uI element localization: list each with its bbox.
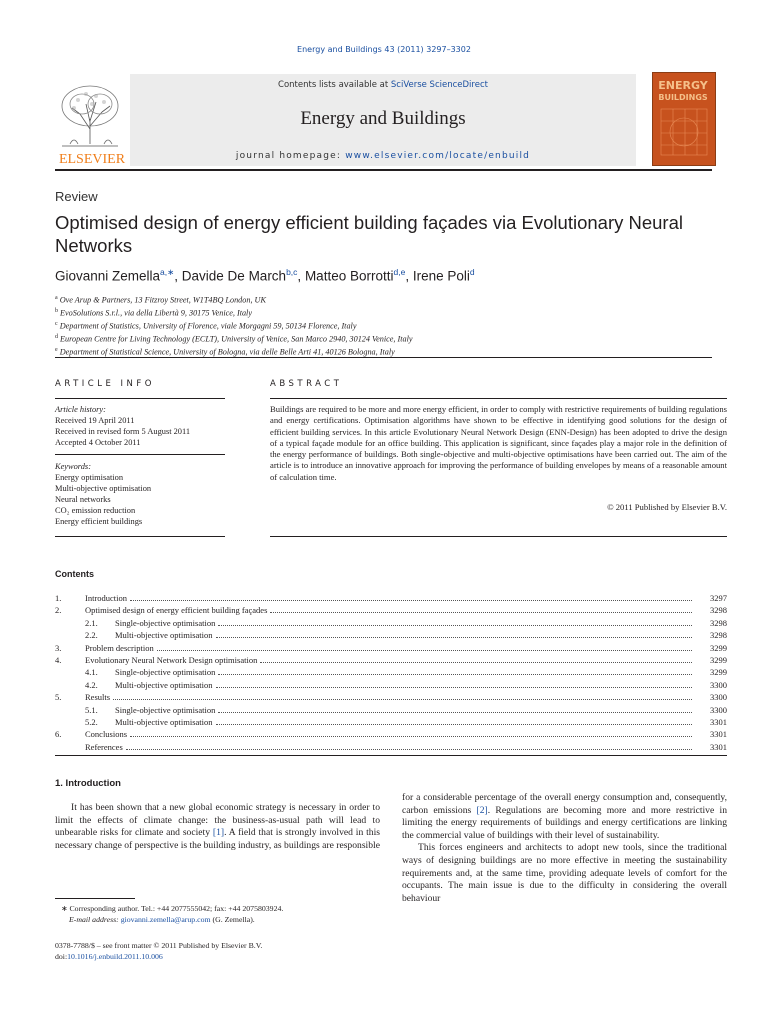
journal-citation: Energy and Buildings 43 (2011) 3297–3302: [297, 45, 471, 54]
intro-paragraph: for a considerable percentage of the overall energy consumption and, consequently, carbon emissions [2]. Regulations are becoming more and more restrictive in limiting the energy requirements of buildings and energy certifications are linking the commercial value of buildings with their level of sustainability.: [402, 792, 727, 841]
intro-paragraph: This forces engineers and architects to adopt new tools, since the traditional ways of designing buildings are no more effective in meeting the sustainability requirements and, at the same time, providing adequate levels of comfort for the occupants. The main issue is due to the difficulty in considering the overall behaviour: [402, 842, 727, 904]
intro-right-column: [402, 792, 727, 905]
issn-line: 0378-7788/$ – see front matter © 2011 Published by Elsevier B.V.: [55, 941, 263, 950]
keyword-item: Energy efficient buildings: [55, 517, 143, 526]
toc-number: 5.2.: [85, 716, 98, 727]
affiliation-item: $^c$ Department of Statistics, University of Florence, viale Morgagni 59, 50134 Florence, Italy: [55, 320, 357, 331]
toc-number: 5.: [55, 692, 62, 703]
history-label: Article history:: [55, 405, 106, 414]
intro-paragraph: It has been shown that a new global economic strategy is necessary in order to limit the effects of climate change: the business-as-usual path will lead to unbearable risks for climate and society [1]. A field that is strongly involved in this necessary change of perspective is the building industry, as buildings are responsible: [55, 802, 380, 851]
toc-leader-dots: [216, 717, 692, 725]
article-history: [55, 404, 225, 448]
toc-row[interactable]: [55, 667, 727, 679]
toc-leader-dots: [113, 692, 692, 700]
toc-leader-dots: [260, 655, 692, 663]
toc-title[interactable]: Single-objective optimisation: [115, 704, 216, 715]
intro-left-column: [55, 802, 380, 852]
introduction-heading: 1. Introduction: [55, 778, 121, 789]
toc-row[interactable]: [55, 717, 727, 729]
author-affil-marker[interactable]: d,e: [393, 267, 406, 277]
author-affil-marker[interactable]: d: [469, 267, 475, 277]
toc-number: 2.2.: [85, 630, 98, 641]
author-affil-marker[interactable]: a,∗: [160, 267, 175, 277]
toc-title[interactable]: Multi-objective optimisation: [115, 679, 213, 690]
toc-title[interactable]: References: [85, 741, 123, 752]
toc-page-number: 3300: [710, 692, 727, 703]
article-bottom-meta: [55, 940, 262, 962]
toc-row[interactable]: [55, 655, 727, 667]
article-type: Review: [55, 189, 98, 204]
toc-number: 6.: [55, 729, 62, 740]
contents-rule: [55, 755, 727, 756]
footnote-rule: [55, 898, 135, 899]
history-item: Received in revised form 5 August 2011: [55, 427, 191, 436]
toc-number: 2.: [55, 605, 62, 616]
toc-number: 4.2.: [85, 679, 98, 690]
toc-title[interactable]: Single-objective optimisation: [115, 667, 216, 678]
doi-line: doi:10.1016/j.enbuild.2011.10.006: [55, 952, 163, 961]
toc-title[interactable]: Problem description: [85, 642, 154, 653]
history-item: Accepted 4 October 2011: [55, 438, 141, 447]
toc-number: 2.1.: [85, 617, 98, 628]
toc-leader-dots: [218, 667, 692, 675]
email-note: E-mail address: giovanni.zemella@arup.com (G. Zemella).: [69, 914, 255, 924]
svg-text:ENERGY: ENERGY: [658, 79, 708, 92]
toc-page-number: 3300: [710, 704, 727, 715]
affiliation-item: $^d$ European Centre for Living Technology (ECLT), University of Venice, San Marco 2940, 30124 Venice, Italy: [55, 333, 413, 344]
author-name: Davide De March: [181, 268, 287, 284]
toc-leader-dots: [130, 593, 692, 601]
toc-leader-dots: [218, 618, 692, 626]
article-title: Optimised design of energy efficient building façades via Evolutionary Neural Networks: [55, 212, 683, 256]
svg-text:BUILDINGS: BUILDINGS: [658, 93, 708, 102]
footnote: [55, 904, 385, 926]
toc-page-number: 3300: [710, 679, 727, 690]
abstract-heading: ABSTRACT: [270, 379, 343, 389]
journal-cover-thumbnail: [652, 72, 716, 166]
affiliation-item: $^b$ EvoSolutions S.r.l., via della Libertà 9, 30175 Venice, Italy: [55, 307, 252, 318]
toc-leader-dots: [130, 729, 692, 737]
author-name: Matteo Borrotti: [304, 268, 394, 284]
toc-row[interactable]: [55, 729, 727, 741]
toc-page-number: 3297: [710, 593, 727, 603]
article-info-heading: ARTICLE INFO: [55, 379, 155, 389]
toc-number: 5.1.: [85, 704, 98, 715]
keywords-block: [55, 461, 225, 527]
author-name: Giovanni Zemella: [55, 268, 161, 284]
toc-row[interactable]: [55, 618, 727, 630]
elsevier-logo: [52, 74, 132, 166]
keyword-item: Multi-objective optimisation: [55, 484, 152, 493]
abstract-rule: [270, 398, 727, 399]
corresponding-author-note: ∗ Corresponding author. Tel.: +44 2077555042; fax: +44 2075803924.: [61, 904, 284, 913]
toc-leader-dots: [218, 705, 692, 713]
journal-title: Energy and Buildings: [300, 108, 466, 129]
toc-page-number: 3299: [710, 667, 727, 678]
toc-number: 1.: [55, 593, 62, 603]
toc-page-number: 3298: [710, 617, 727, 628]
toc-title[interactable]: Single-objective optimisation: [115, 617, 216, 628]
toc-row[interactable]: [55, 593, 727, 605]
keyword-item: CO₂ emission reduction: [55, 506, 136, 515]
toc-row[interactable]: [55, 705, 727, 717]
toc-row[interactable]: [55, 605, 727, 617]
affiliation-item: $^e$ Department of Statistical Science, University of Bologna, via delle Belle Arti 41, 40126 Bologna, Italy: [55, 346, 395, 357]
abstract-copyright: © 2011 Published by Elsevier B.V.: [607, 502, 727, 512]
toc-row[interactable]: [55, 742, 727, 754]
toc-title[interactable]: Multi-objective optimisation: [115, 630, 213, 641]
toc-page-number: 3301: [710, 741, 727, 752]
keyword-item: Energy optimisation: [55, 473, 124, 482]
toc-row[interactable]: [55, 643, 727, 655]
history-item: Received 19 April 2011: [55, 416, 135, 425]
contents-heading: Contents: [55, 569, 94, 579]
abstract-bottom-rule: [270, 536, 727, 537]
email-link[interactable]: giovanni.zemella@arup.com: [120, 914, 211, 924]
toc-leader-dots: [216, 680, 692, 688]
section-rule: [55, 357, 712, 358]
elsevier-tree-icon: [52, 74, 132, 166]
affiliation-item: $^a$ Ove Arup & Partners, 13 Fitzroy Street, W1T4BQ London, UK: [55, 295, 266, 305]
toc-number: 4.: [55, 654, 62, 665]
toc-page-number: 3301: [710, 729, 727, 740]
toc-leader-dots: [216, 630, 692, 638]
toc-page-number: 3298: [710, 630, 727, 641]
toc-row[interactable]: [55, 630, 727, 642]
toc-leader-dots: [270, 605, 692, 613]
toc-title[interactable]: Introduction: [85, 593, 128, 603]
header-rule: [55, 169, 712, 171]
sciencedirect-link[interactable]: SciVerse ScienceDirect: [390, 80, 488, 90]
toc-page-number: 3298: [710, 605, 727, 616]
keywords-label: Keywords:: [55, 462, 91, 471]
toc-number: 3.: [55, 642, 62, 653]
toc-page-number: 3301: [710, 716, 727, 727]
journal-homepage: [130, 151, 636, 161]
keywords-rule: [55, 454, 225, 455]
reference-link[interactable]: [1]: [212, 827, 225, 839]
doi-link[interactable]: 10.1016/j.enbuild.2011.10.006: [67, 952, 163, 961]
toc-page-number: 3299: [710, 642, 727, 653]
svg-text:ELSEVIER: ELSEVIER: [58, 152, 126, 166]
toc-number: 4.1.: [85, 667, 98, 678]
author-name: Irene Poli: [412, 268, 470, 284]
reference-link[interactable]: [2]: [476, 804, 488, 816]
author-list: Giovanni Zemella$^{a,∗}$, Davide De March$^{b,c}$, Matteo Borrotti$^{d,e}$, Irene Poli$^d$: [55, 267, 475, 284]
homepage-label: journal homepage:: [235, 151, 346, 161]
toc-title[interactable]: Optimised design of energy efficient building façades: [85, 605, 268, 616]
toc-row[interactable]: [55, 692, 727, 704]
contents-availability: [130, 80, 636, 90]
toc-row[interactable]: [55, 680, 727, 692]
toc-title[interactable]: Conclusions: [85, 729, 128, 740]
contents-prefix: Contents lists available at: [278, 80, 391, 90]
article-info-rule: [55, 398, 225, 399]
table-of-contents: [55, 593, 727, 754]
toc-title[interactable]: Evolutionary Neural Network Design optimisation: [85, 654, 258, 665]
abstract-text: Buildings are required to be more and more energy efficient, in order to comply with restrictive requirements of building regulations and energy certifications. Optimisation algorithms have shown to be effective in identifying good solutions for the design of efficient building services. In this article Evolutionary Neural Network Design (ENN-Design) has been adopted to drive the design of a typical façade module for an office building. This application is significant, since façades play a major role in the definition of the energy performance of buildings. Both single-objective and multi-objective optimisations have been carried out. The aim of the article is to introduce an innovative approach for improving the performance of building envelopes by means of a reasonable amount of calculation time.: [270, 404, 727, 482]
toc-title[interactable]: Multi-objective optimisation: [115, 716, 213, 727]
toc-leader-dots: [157, 643, 692, 651]
affiliations: [55, 293, 413, 358]
toc-title[interactable]: Results: [85, 692, 111, 703]
author-affil-marker[interactable]: b,c: [286, 267, 298, 277]
toc-leader-dots: [126, 742, 692, 750]
toc-page-number: 3299: [710, 654, 727, 665]
keyword-item: Neural networks: [55, 495, 111, 504]
homepage-link[interactable]: www.elsevier.com/locate/enbuild: [345, 151, 531, 161]
article-info-bottom-rule: [55, 536, 225, 537]
